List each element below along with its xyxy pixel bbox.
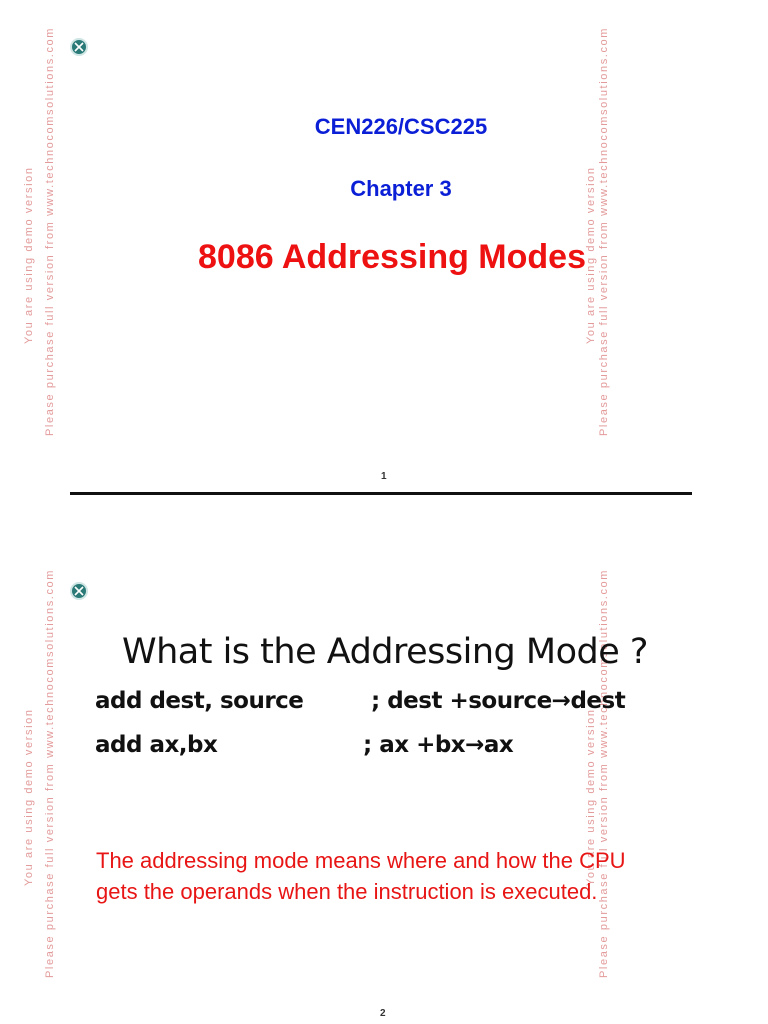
page-number: 2 xyxy=(380,1008,386,1019)
circular-logo-icon xyxy=(70,38,88,56)
code-line-1 xyxy=(95,688,626,714)
comment: ; dest +source→dest xyxy=(371,688,626,714)
comment: ; ax +bx→ax xyxy=(363,732,514,758)
slide-divider xyxy=(70,492,692,495)
course-code: CEN226/CSC225 xyxy=(314,114,488,139)
circular-logo-icon xyxy=(70,582,88,600)
watermark-line1-left: You are using demo version xyxy=(23,166,35,344)
watermark-line2-left: Please purchase full version from www.technocomsolutions.com xyxy=(44,568,56,978)
watermark-line1-right: You are using demo version xyxy=(585,708,597,886)
code-line-2 xyxy=(95,732,514,758)
page-number: 1 xyxy=(381,471,387,482)
instruction: add dest, source xyxy=(95,688,304,714)
watermark-line1-right: You are using demo version xyxy=(585,166,597,344)
watermark-line2-right: Please purchase full version from www.technocomsolutions.com xyxy=(598,26,610,436)
slide-title: 8086 Addressing Modes xyxy=(198,238,586,276)
chapter-label: Chapter 3 xyxy=(350,176,452,201)
instruction: add ax,bx xyxy=(95,732,218,758)
watermark-line2-left: Please purchase full version from www.technocomsolutions.com xyxy=(44,26,56,436)
slide-2 xyxy=(0,512,768,1024)
watermark-line1-left: You are using demo version xyxy=(23,708,35,886)
slide-title: What is the Addressing Mode ? xyxy=(122,632,648,672)
watermark-line2-right: Please purchase full version from www.technocomsolutions.com xyxy=(598,568,610,978)
description-paragraph: The addressing mode means where and how the CPU gets the operands when the instruction is executed. xyxy=(96,848,626,904)
